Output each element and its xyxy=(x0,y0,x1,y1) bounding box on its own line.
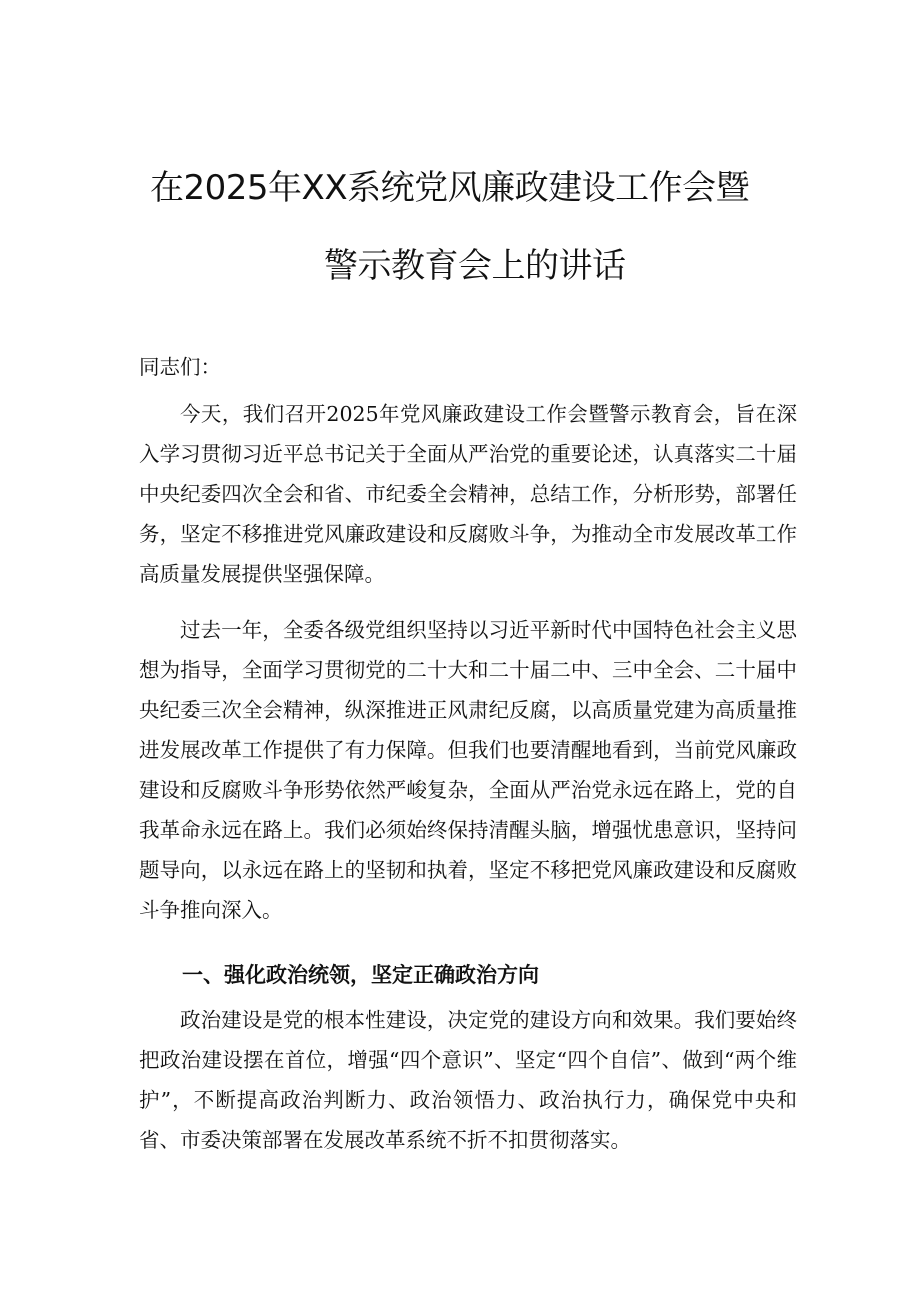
document-title-line-1: 在2025年XX系统党风廉政建设工作会暨 xyxy=(150,168,750,208)
salutation: 同志们： xyxy=(139,355,221,379)
paragraph-opening: 今天，我们召开2025年党风廉政建设工作会暨警示教育会，旨在深入学习贯彻习近平总书记关于全面从严治党的重要论述，认真落实二十届中央纪委四次全会和省、市纪委全会精神，总结工作，分析形势，部署任务，坚定不移推进党风廉政建设和反腐败斗争，为推动全市发展改革工作高质量发展提供坚强保障。 xyxy=(139,402,797,586)
paragraph-section-1: 政治建设是党的根本性建设，决定党的建设方向和效果。我们要始终把政治建设摆在首位，增强“四个意识”、坚定“四个自信”、做到“两个维护”，不断提高政治判断力、政治领悟力、政治执行力，确保党中央和省、市委决策部署在发展改革系统不折不扣贯彻落实。 xyxy=(139,1008,797,1152)
section-heading-1: 一、强化政治统领，坚定正确政治方向 xyxy=(182,963,539,987)
document-title-line-2: 警示教育会上的讲话 xyxy=(324,246,626,286)
paragraph-review: 过去一年，全委各级党组织坚持以习近平新时代中国特色社会主义思想为指导，全面学习贯彻党的二十大和二十届二中、三中全会、二十届中央纪委三次全会精神，纵深推进正风肃纪反腐，以高质量党建为高质量推进发展改革工作提供了有力保障。但我们也要清醒地看到，当前党风廉政建设和反腐败斗争形势依然严峻复杂，全面从严治党永远在路上，党的自我革命永远在路上。我们必须始终保持清醒头脑，增强忧患意识，坚持问题导向，以永远在路上的坚韧和执着，坚定不移把党风廉政建设和反腐败斗争推向深入。 xyxy=(139,618,797,922)
